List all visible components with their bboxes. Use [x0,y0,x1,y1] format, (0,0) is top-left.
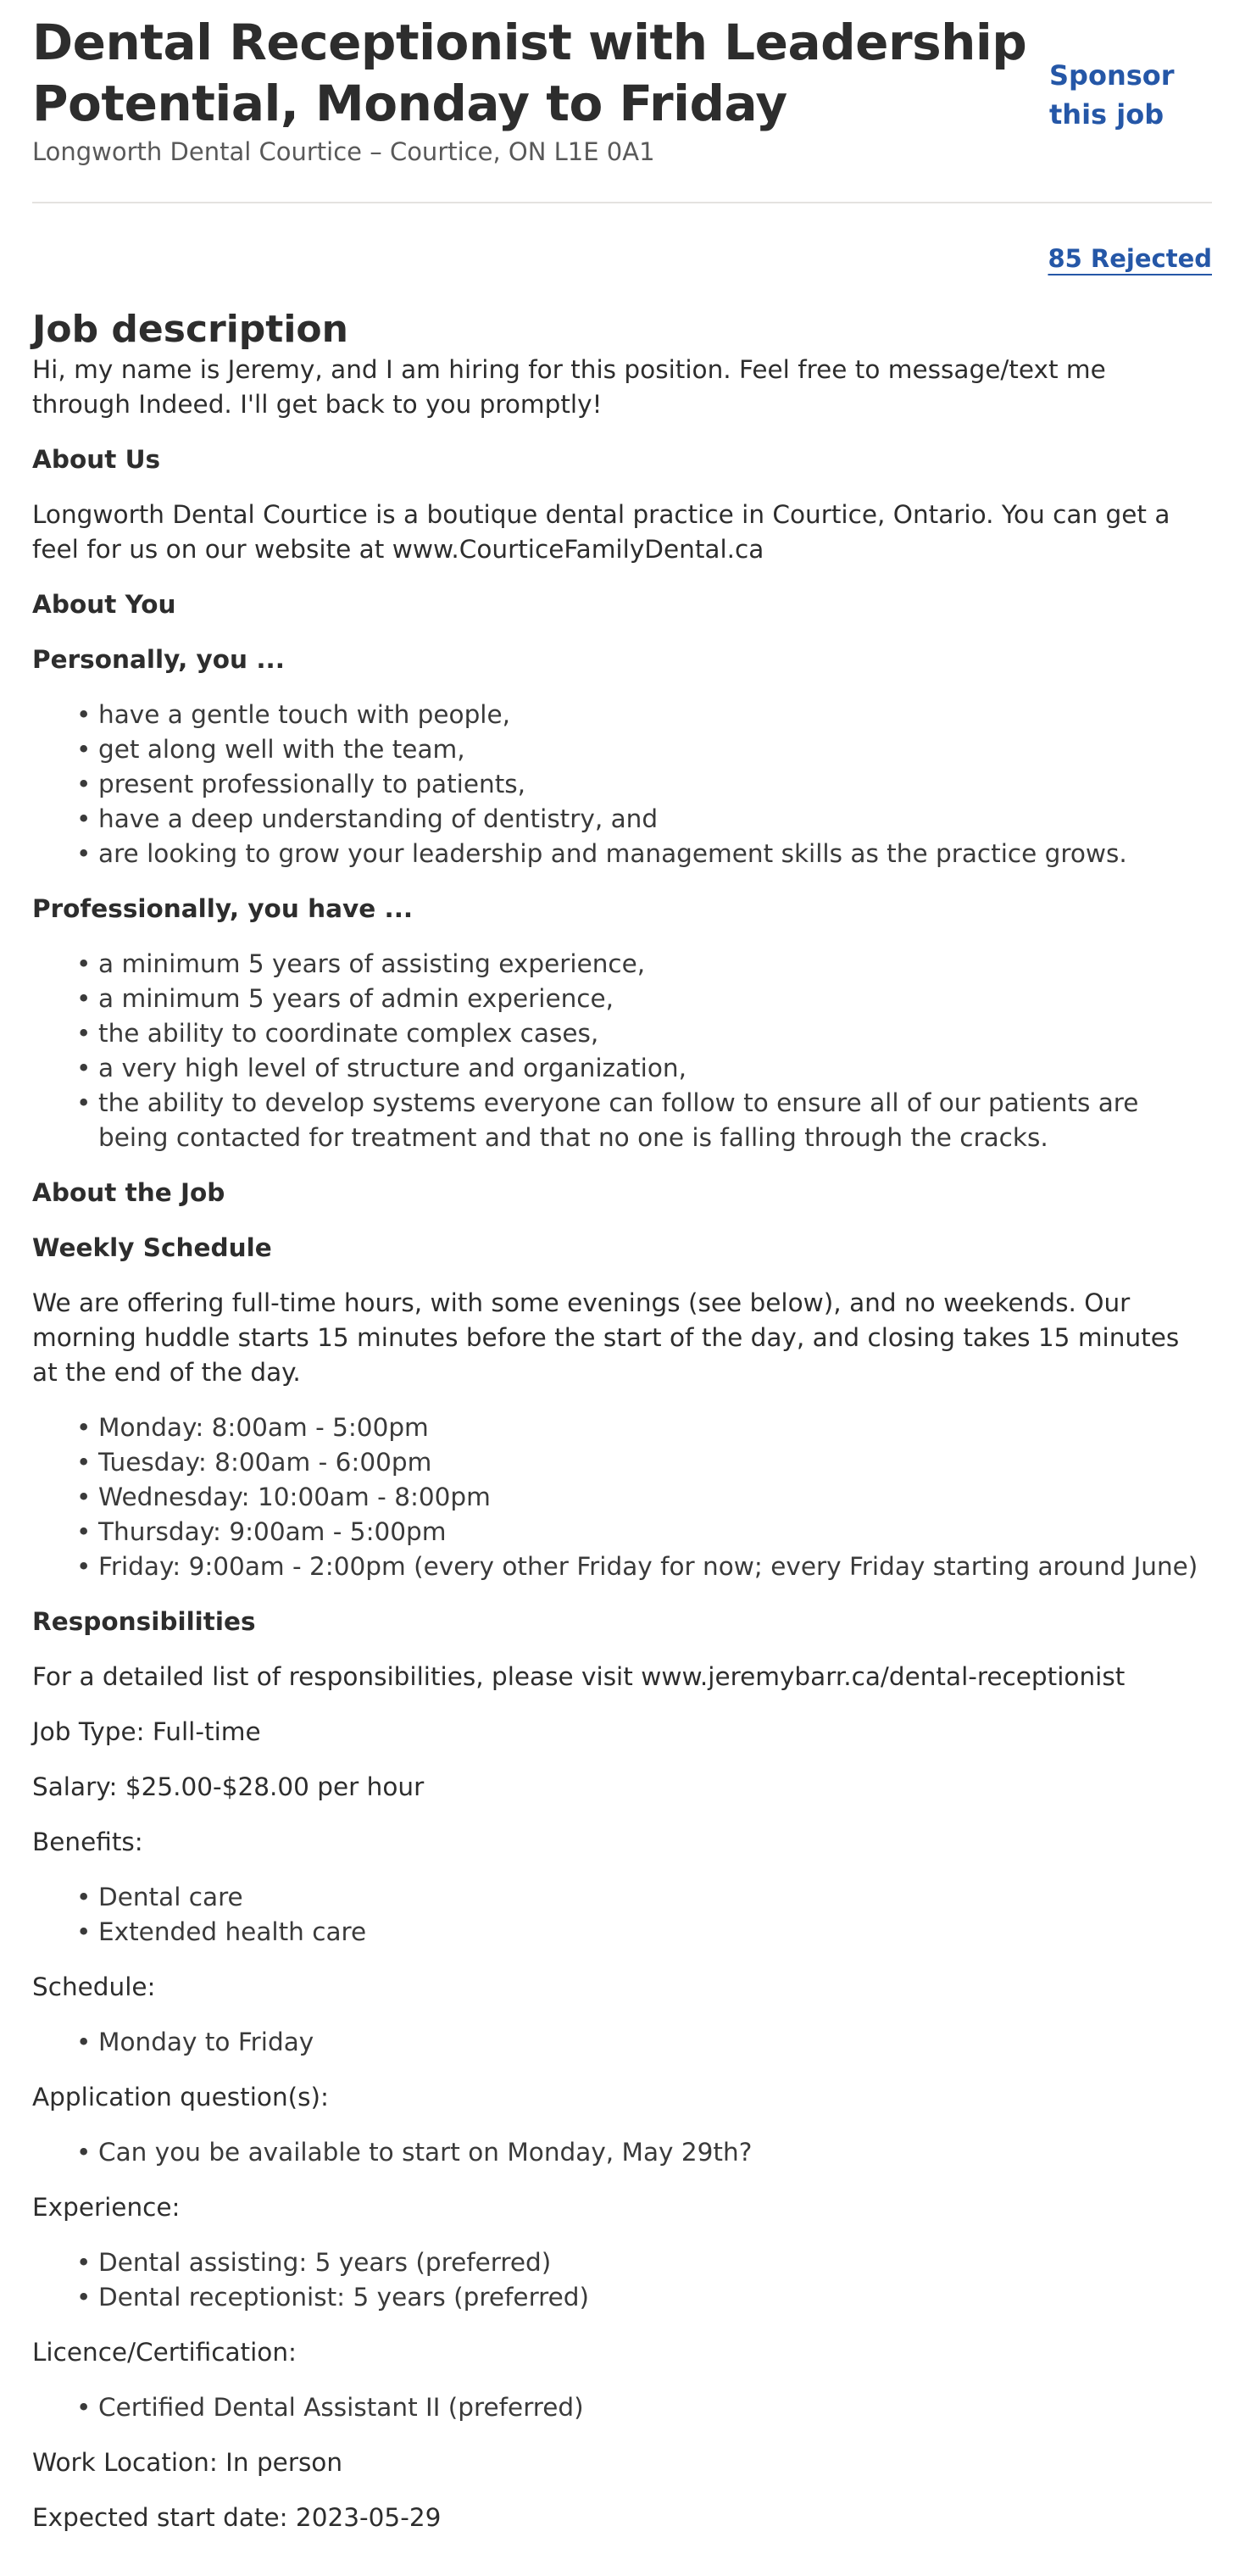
rejected-candidates-link[interactable]: 85 Rejected [1048,244,1212,273]
bullet-icon: • [76,804,92,833]
bullet-icon: • [76,949,92,978]
job-title: Dental Receptionist with Leadership Potential, Monday to Friday [32,14,1027,132]
list-item: • a very high level of structure and organization, [32,1051,1212,1086]
licence-list [32,2390,1212,2425]
bullet-icon: • [76,1483,92,1511]
bullet-icon: • [76,2028,92,2056]
bullet-icon: • [76,984,92,1013]
list-item: • have a deep understanding of dentistry, and [32,802,1212,837]
benefits-list [32,1880,1212,1950]
benefits-label: Benefits: [32,1828,143,1856]
professionally-heading: Professionally, you have ... [32,894,414,923]
list-item: • a minimum 5 years of assisting experience, [32,947,1212,982]
bullet-icon: • [76,1883,92,1911]
list-item: • present professionally to patients, [32,767,1212,802]
licence-label: Licence/Certification: [32,2338,297,2367]
job-type: Job Type: Full-time [32,1717,261,1746]
weekly-schedule-text: We are offering full-time hours, with some evenings (see below), and no weekends. Our morning huddle starts 15 minutes before the start of the day, and closing takes 15 minutes at the end of the day. [32,1288,1180,1387]
list-item: • Friday: 9:00am - 2:00pm (every other Friday for now; every Friday starting around June) [32,1549,1212,1584]
bullet-icon: • [76,700,92,729]
experience-label: Experience: [32,2193,181,2222]
list-item: • Dental assisting: 5 years (preferred) [32,2245,1212,2280]
intro-text: Hi, my name is Jeremy, and I am hiring for this position. Feel free to message/text me through Indeed. I'll get back to you promptly! [32,355,1106,419]
schedule-label: Schedule: [32,1972,156,2001]
bullet-icon: • [76,2393,92,2422]
status-row [32,203,1212,288]
bullet-icon: • [76,1019,92,1048]
list-item: • Can you be available to start on Monday, May 29th? [32,2135,1212,2170]
sponsor-job-link[interactable]: Sponsor this job [1049,59,1175,131]
list-item: • a minimum 5 years of admin experience, [32,982,1212,1016]
bullet-icon: • [76,1448,92,1477]
list-item: • Extended health care [32,1915,1212,1950]
job-description-heading: Job description [32,308,348,351]
work-location: Work Location: In person [32,2448,343,2477]
bullet-icon: • [76,735,92,764]
application-questions-list [32,2135,1212,2170]
list-item: • have a gentle touch with people, [32,698,1212,732]
personally-heading: Personally, you ... [32,645,285,674]
responsibilities-heading: Responsibilities [32,1607,256,1636]
job-description-body [32,353,1212,2535]
job-header [32,0,1212,203]
bullet-icon: • [76,2248,92,2277]
list-item: • Tuesday: 8:00am - 6:00pm [32,1445,1212,1480]
bullet-icon: • [76,770,92,798]
weekly-schedule-heading: Weekly Schedule [32,1233,272,1262]
about-job-heading: About the Job [32,1178,225,1207]
schedule-list [32,2025,1212,2060]
application-questions-label: Application question(s): [32,2083,329,2111]
bullet-icon: • [76,2138,92,2167]
list-item: • Certified Dental Assistant II (preferred) [32,2390,1212,2425]
list-item: • Monday to Friday [32,2025,1212,2060]
list-item: • are looking to grow your leadership and management skills as the practice grows. [32,837,1212,871]
professionally-list [32,947,1212,1155]
list-item: • Wednesday: 10:00am - 8:00pm [32,1480,1212,1515]
bullet-icon: • [76,1054,92,1082]
company-location: Longworth Dental Courtice – Courtice, ON L1E 0A1 [32,137,655,166]
list-item: • Monday: 8:00am - 5:00pm [32,1410,1212,1445]
bullet-icon: • [76,2283,92,2312]
about-you-heading: About You [32,590,176,619]
personally-list [32,698,1212,871]
bullet-icon: • [76,839,92,868]
bullet-icon: • [76,1517,92,1546]
list-item: • get along well with the team, [32,732,1212,767]
list-item: • Dental receptionist: 5 years (preferred) [32,2280,1212,2315]
responsibilities-text: For a detailed list of responsibilities, please visit www.jeremybarr.ca/dental-receptionist [32,1662,1126,1691]
about-us-text: Longworth Dental Courtice is a boutique dental practice in Courtice, Ontario. You can get a feel for us on our website at www.CourticeFamilyDental.ca [32,500,1170,564]
weekly-schedule-list [32,1410,1212,1584]
list-item: • the ability to develop systems everyone can follow to ensure all of our patients are being contacted for treatment and that no one is falling through the cracks. [32,1086,1212,1155]
list-item: • Dental care [32,1880,1212,1915]
about-us-heading: About Us [32,445,161,474]
bullet-icon: • [76,1552,92,1581]
expected-start-date: Expected start date: 2023-05-29 [32,2503,442,2532]
salary: Salary: $25.00-$28.00 per hour [32,1772,425,1801]
bullet-icon: • [76,1413,92,1442]
bullet-icon: • [76,1917,92,1946]
list-item: • the ability to coordinate complex cases, [32,1016,1212,1051]
experience-list [32,2245,1212,2315]
bullet-icon: • [76,1088,92,1117]
list-item: • Thursday: 9:00am - 5:00pm [32,1515,1212,1549]
